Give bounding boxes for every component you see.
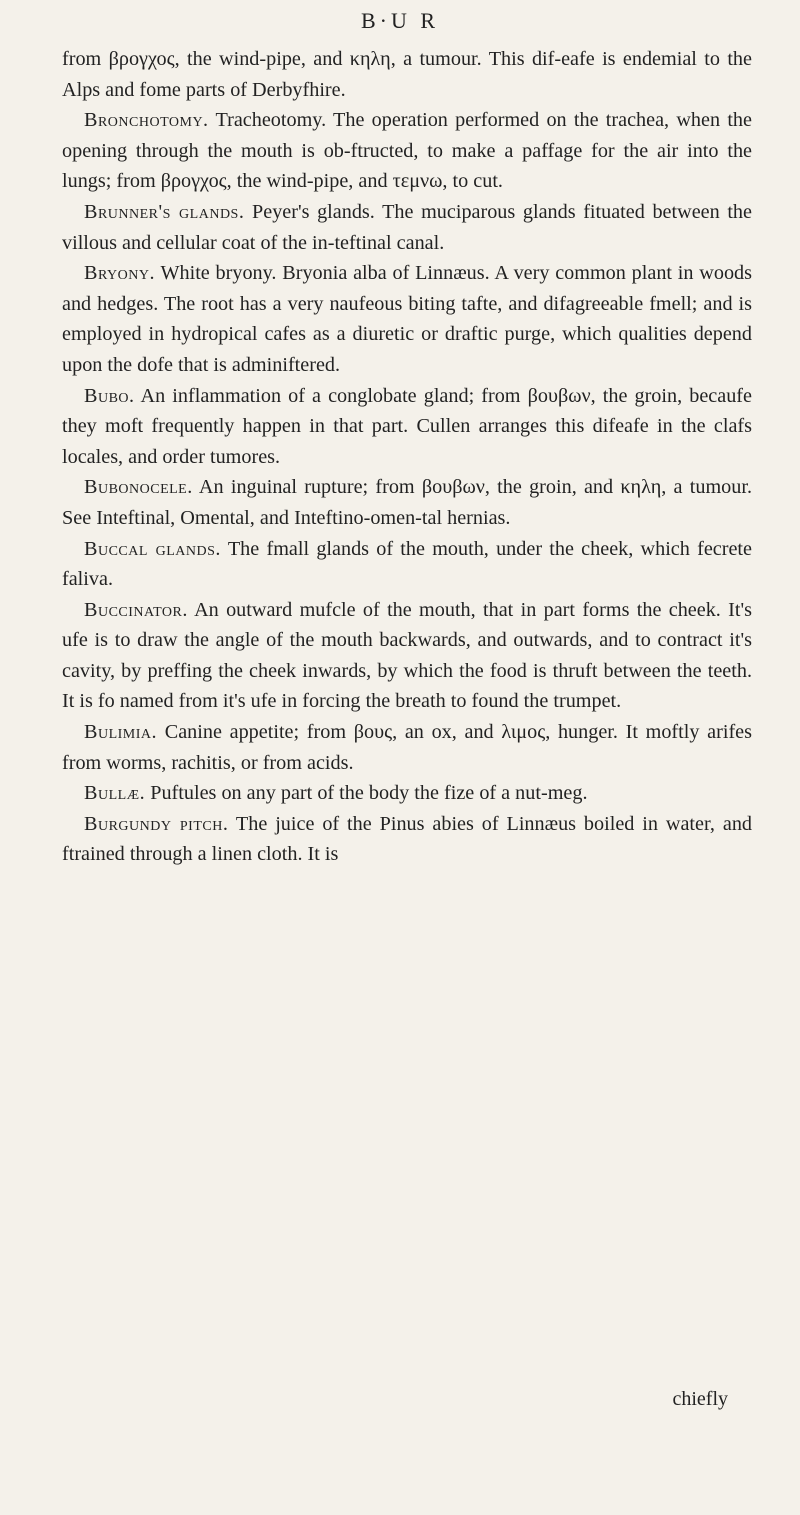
entry-buccinator bbox=[62, 595, 752, 717]
entry-burgundy-pitch bbox=[62, 809, 752, 870]
entry-buccal-glands bbox=[62, 534, 752, 595]
entry-bulimia bbox=[62, 717, 752, 778]
entry-text: Puftules on any part of the body the fize of a nut-meg. bbox=[145, 782, 588, 805]
entry-continuation bbox=[62, 44, 752, 105]
entry-bullae bbox=[62, 778, 752, 809]
entry-bubo bbox=[62, 381, 752, 473]
entry-headword: Bulimia. bbox=[84, 721, 158, 744]
entry-text: An inguinal rupture; from βουβων, the groin, and κηλη, a tumour. See Inteftinal, Omental, and Inteftino-omen-tal hernias. bbox=[62, 476, 752, 529]
entry-text: Tracheotomy. The operation performed on the trachea, when the opening through the mouth is ob-ftructed, to make a paffage for the air into the lungs; from βρογχος, the wind-pipe, and τεμνω, to cut. bbox=[62, 109, 752, 193]
entry-headword: Burgundy pitch. bbox=[84, 812, 229, 835]
entry-bronchotomy bbox=[62, 105, 752, 197]
entry-text: White bryony. Bryonia alba of Linnæus. A very common plant in woods and hedges. The root has a very naufeous biting tafte, and difagreeable fmell; and is employed in hydropical cafes as a diuretic or draftic purge, which qualities depend upon the dofe that is adminiftered. bbox=[62, 262, 752, 376]
entry-text: An inflammation of a conglobate gland; from βουβων, the groin, becaufe they moft frequently happen in that part. Cullen arranges this difeafe in the clafs locales, and order tumores. bbox=[62, 384, 752, 468]
page-body bbox=[62, 44, 752, 870]
entry-brunners-glands bbox=[62, 197, 752, 258]
entry-headword: Bronchotomy. bbox=[84, 109, 209, 132]
running-head: B·U R bbox=[360, 8, 440, 33]
entry-text: Peyer's glands. The muciparous glands fituated between the villous and cellular coat of the in-teftinal canal. bbox=[62, 200, 752, 254]
entry-bubonocele bbox=[62, 472, 752, 533]
entry-text: from βρογχος, the wind-pipe, and κηλη, a tumour. This dif-eafe is endemial to the Alps and fome parts of Derbyfhire. bbox=[62, 48, 752, 101]
entry-headword: Brunner's glands. bbox=[84, 200, 245, 223]
entry-headword: Bubo. bbox=[84, 384, 135, 407]
entry-text: Canine appetite; from βους, an ox, and λιμος, hunger. It moftly arifes from worms, rachitis, or from acids. bbox=[62, 721, 752, 774]
entry-bryony bbox=[62, 258, 752, 380]
entry-headword: Bryony. bbox=[84, 262, 156, 285]
entry-text: The fmall glands of the mouth, under the cheek, which fecrete faliva. bbox=[62, 537, 752, 591]
entry-headword: Buccinator. bbox=[84, 598, 188, 621]
entry-headword: Bubonocele. bbox=[84, 476, 193, 499]
entry-headword: Buccal glands. bbox=[84, 537, 221, 560]
entry-headword: Bullæ. bbox=[84, 782, 146, 805]
entry-text: An outward mufcle of the mouth, that in part forms the cheek. It's ufe is to draw the angle of the mouth backwards, and outwards, and to contract it's cavity, by preffing the cheek inwards, by which the food is thruft between the teeth. It is fo named from it's ufe in forcing the breath to found the trumpet. bbox=[62, 598, 752, 713]
catchword: chiefly bbox=[672, 1388, 728, 1410]
entry-text: The juice of the Pinus abies of Linnæus boiled in water, and ftrained through a linen cloth. It is bbox=[62, 812, 753, 866]
